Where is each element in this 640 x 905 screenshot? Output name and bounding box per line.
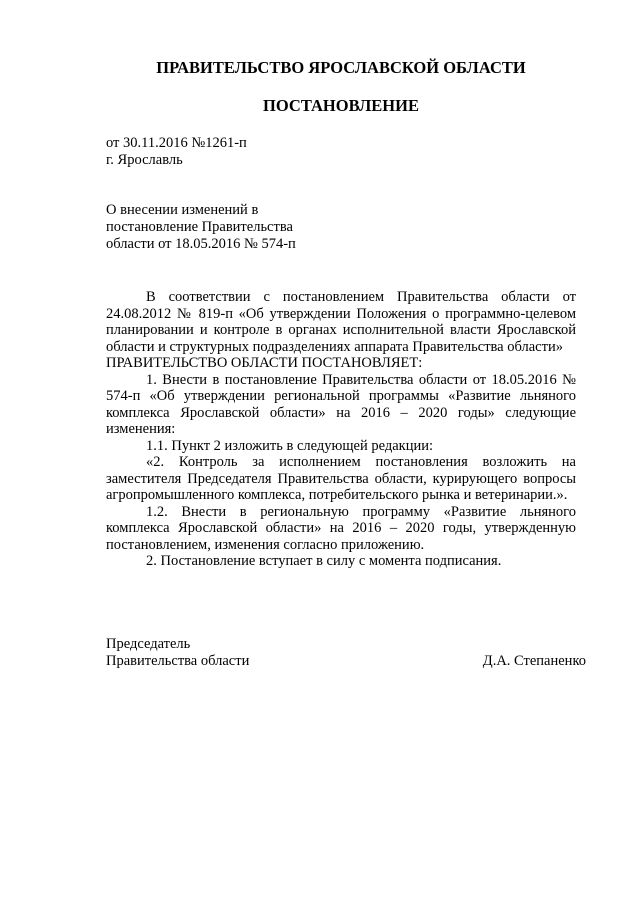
city: г. Ярославль bbox=[106, 152, 183, 168]
resolves-line: ПРАВИТЕЛЬСТВО ОБЛАСТИ ПОСТАНОВЛЯЕТ: bbox=[106, 355, 423, 371]
date-number: от 30.11.2016 №1261-п bbox=[106, 135, 247, 151]
organization-title: ПРАВИТЕЛЬСТВО ЯРОСЛАВСКОЙ ОБЛАСТИ bbox=[156, 58, 526, 77]
signature-block bbox=[106, 636, 586, 670]
signature-row-2 bbox=[106, 653, 586, 670]
subject-line-1: О внесении изменений в bbox=[106, 202, 259, 218]
item-1-2-paragraph: 1.2. Внести в региональную программу «Развитие льняного комплекса Ярославской области» на 2016 – 2020 годы, утвержденную постановлением, изменения согласно приложению. bbox=[106, 503, 576, 553]
subject-line-3: области от 18.05.2016 № 574-п bbox=[106, 236, 296, 252]
preamble-paragraph: В соответствии с постановлением Правительства области от 24.08.2012 № 819-п «Об утверждении Положения о программно-целевом планировании и контроле в органах исполнительной власти Ярославской области и структурных подразделениях аппарата Правительства области» bbox=[106, 289, 576, 355]
item-2-paragraph: 2. Постановление вступает в силу с момента подписания. bbox=[146, 553, 502, 569]
item-1-1-text-paragraph: «2. Контроль за исполнением постановления возложить на заместителя Председателя Правительства области, курирующего вопросы агропромышленного комплекса, потребительского рынка и ветеринарии.». bbox=[106, 454, 576, 503]
item-1-1-paragraph: 1.1. Пункт 2 изложить в следующей редакции: bbox=[146, 437, 434, 454]
signature-title-line-1: Председатель bbox=[106, 636, 191, 652]
signature-row-1 bbox=[106, 636, 586, 653]
document-body bbox=[106, 289, 576, 570]
document-type: ПОСТАНОВЛЕНИЕ bbox=[263, 96, 419, 115]
document-subject bbox=[106, 202, 296, 253]
document-meta bbox=[106, 135, 247, 169]
signatory-name: Д.А. Степаненко bbox=[482, 653, 586, 669]
item-1-paragraph: 1. Внести в постановление Правительства области от 18.05.2016 № 574-п «Об утверждении региональной программы «Развитие льняного комплекса Ярославской области» на 2016 – 2020 годы» следующие изменения: bbox=[106, 371, 576, 437]
signature-title-line-2: Правительства области bbox=[106, 653, 250, 669]
subject-line-2: постановление Правительства bbox=[106, 219, 293, 235]
